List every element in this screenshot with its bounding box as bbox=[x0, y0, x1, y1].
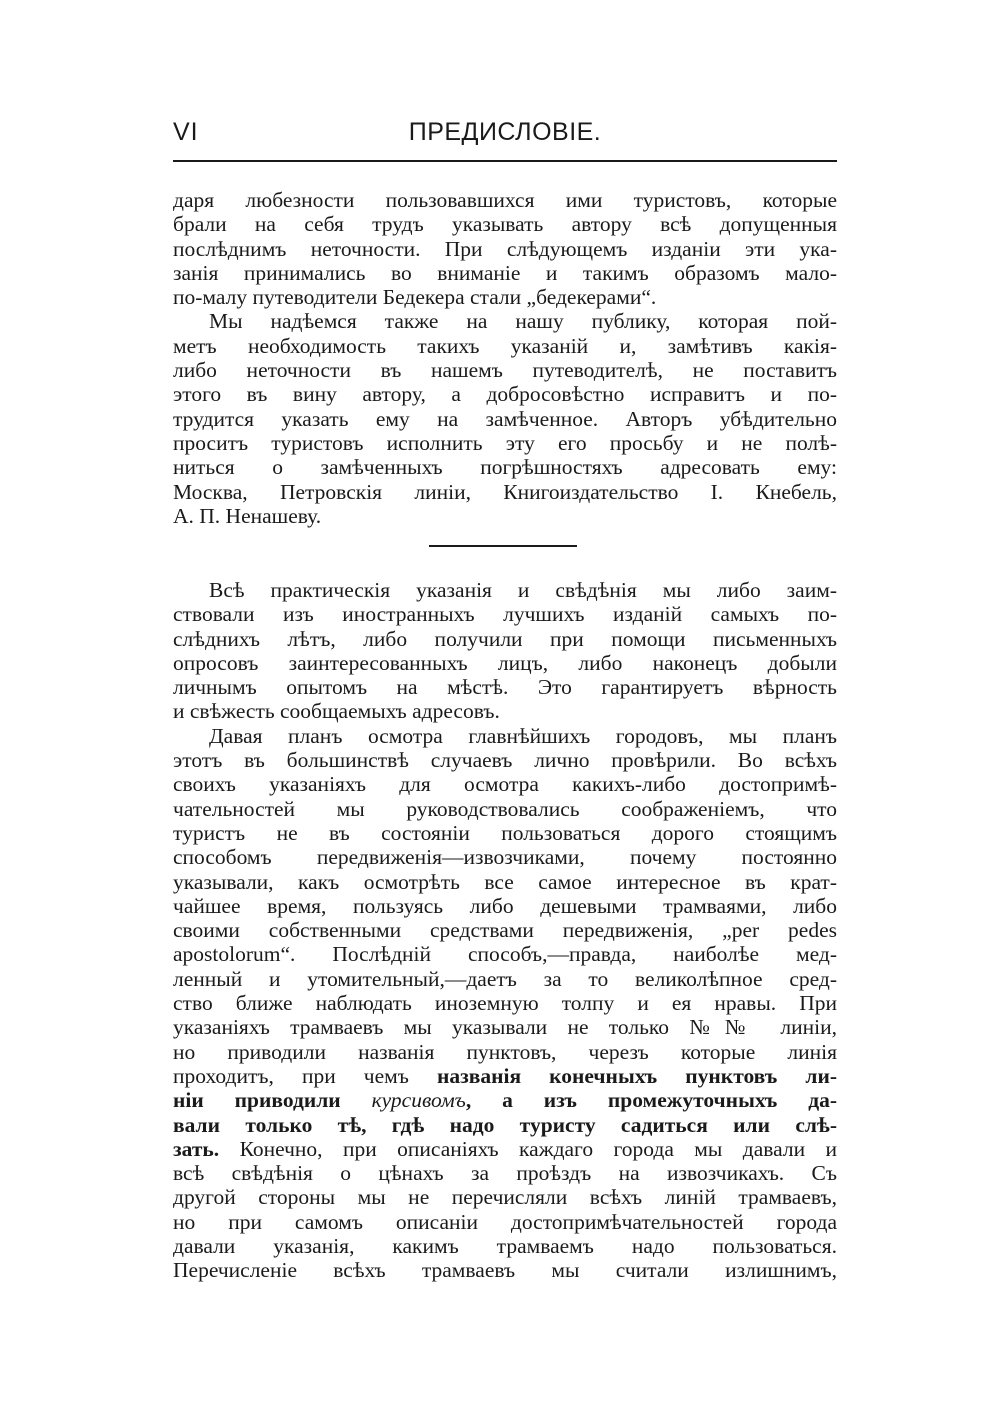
text-line: другой стороны мы не перечисляли всѣхъ линій трамваевъ, bbox=[173, 1185, 837, 1210]
page-number: VI bbox=[173, 118, 199, 146]
text-line: личнымъ опытомъ на мѣстѣ. Это гарантируетъ вѣрность bbox=[173, 675, 837, 700]
text-line: Москва, Петровскія линіи, Книгоиздательство І. Кнебель, bbox=[173, 479, 837, 504]
text-line: слѣднихъ лѣтъ, либо получили при помощи письменныхъ bbox=[173, 626, 837, 651]
text-line: ленный и утомительный,—даетъ за то великолѣпное сред- bbox=[173, 966, 837, 991]
text-line: занія принимались во вниманіе и такимъ образомъ мало- bbox=[173, 260, 837, 285]
book-page bbox=[173, 118, 838, 1283]
text-line bbox=[173, 1088, 837, 1112]
text-line: чайшее время, пользуясь либо дешевыми трамваями, либо bbox=[173, 893, 837, 918]
bold-text: зать. bbox=[173, 1136, 220, 1161]
paragraph-block-1 bbox=[173, 188, 837, 528]
text-line: метъ необходимость такихъ указаній и, замѣтивъ какія- bbox=[173, 333, 837, 358]
text-line: способомъ передвиженія—извозчиками, почему постоянно bbox=[173, 845, 837, 870]
text-line: Давая планъ осмотра главнѣйшихъ городовъ, мы планъ bbox=[209, 723, 837, 748]
text-line: apostolorum“. Послѣдній способъ,—правда, наиболѣе мед- bbox=[173, 942, 837, 967]
italic-text: курсивомъ bbox=[371, 1088, 466, 1113]
text-line bbox=[173, 1137, 837, 1161]
text-run: Конечно, при описаніяхъ каждаго города мы давали и bbox=[239, 1136, 837, 1161]
text-line: А. П. Ненашеву. bbox=[173, 503, 322, 528]
text-line: этотъ въ большинствѣ случаевъ лично провѣрили. Во всѣхъ bbox=[173, 748, 837, 773]
text-line: всѣ свѣдѣнія о цѣнахъ за проѣздъ на извозчикахъ. Съ bbox=[173, 1161, 837, 1186]
text-line: указывали, какъ осмотрѣть все самое интересное въ крат- bbox=[173, 869, 837, 894]
text-line: чательностей мы руководствовались соображеніемъ, что bbox=[173, 796, 837, 821]
text-line: Мы надѣемся также на нашу публику, которая пой- bbox=[209, 309, 837, 334]
text-line: и свѣжесть сообщаемыхъ адресовъ. bbox=[173, 699, 500, 724]
text-line bbox=[173, 1064, 837, 1088]
text-line: трудится указать ему на замѣченное. Авторъ убѣдительно bbox=[173, 406, 837, 431]
text-line: ниться о замѣченныхъ погрѣшностяхъ адресовать ему: bbox=[173, 455, 837, 480]
text-line: проситъ туристовъ исполнить эту его просьбу и не полѣ- bbox=[173, 430, 837, 455]
text-line: указаніяхъ трамваевъ мы указывали не только №№ линіи, bbox=[173, 1015, 837, 1040]
text-line: своими собственными средствами передвиженія, „per pedes bbox=[173, 918, 837, 943]
text-line: но приводили названія пунктовъ, черезъ которые линія bbox=[173, 1039, 837, 1064]
bold-text: , а изъ промежуточныхъ да- bbox=[465, 1088, 838, 1113]
text-line: брали на себя трудъ указывать автору всѣ допущенныя bbox=[173, 212, 837, 237]
text-line: Перечисленіе всѣхъ трамваевъ мы считали излишнимъ, bbox=[173, 1258, 837, 1283]
paragraph-block-2 bbox=[173, 578, 837, 1283]
text-line: этого въ вину автору, а добросовѣстно исправитъ и по- bbox=[173, 382, 837, 407]
text-line: своихъ указаніяхъ для осмотра какихъ-либо достопримѣ- bbox=[173, 772, 837, 797]
header-rule bbox=[173, 160, 837, 162]
text-line: но при самомъ описаніи достопримѣчательностей города bbox=[173, 1209, 837, 1234]
text-run: проходитъ, при чемъ bbox=[173, 1063, 409, 1088]
bold-text: названія конечныхъ пунктовъ ли- bbox=[436, 1063, 837, 1088]
text-line: давали указанія, какимъ трамваемъ надо пользоваться. bbox=[173, 1234, 837, 1259]
text-line: туристъ не въ состояніи пользоваться дорого стоящимъ bbox=[173, 820, 837, 845]
text-line: опросовъ заинтересованныхъ лицъ, либо наконецъ добыли bbox=[173, 650, 837, 675]
page-header bbox=[173, 118, 837, 158]
bold-text-line: вали только тѣ, гдѣ надо туристу садиться или слѣ- bbox=[173, 1112, 837, 1137]
text-line: ство ближе наблюдать иноземную толпу и ея нравы. При bbox=[173, 991, 837, 1016]
text-line: Всѣ практическія указанія и свѣдѣнія мы либо заим- bbox=[209, 578, 837, 602]
text-line: послѣднимъ неточности. При слѣдующемъ изданіи эти ука- bbox=[173, 236, 837, 261]
text-line: даря любезности пользовавшихся ими туристовъ, которые bbox=[173, 188, 837, 212]
running-head: ПРЕДИСЛОВІЕ. bbox=[408, 118, 602, 146]
text-line: ствовали изъ иностранныхъ лучшихъ изданій самыхъ по- bbox=[173, 602, 837, 627]
text-line: либо неточности въ нашемъ путеводителѣ, не поставитъ bbox=[173, 358, 837, 383]
text-line: по-малу путеводители Бедекера стали „бедекерами“. bbox=[173, 285, 657, 310]
section-separator bbox=[429, 545, 577, 547]
bold-text: ніи приводили bbox=[173, 1088, 341, 1113]
